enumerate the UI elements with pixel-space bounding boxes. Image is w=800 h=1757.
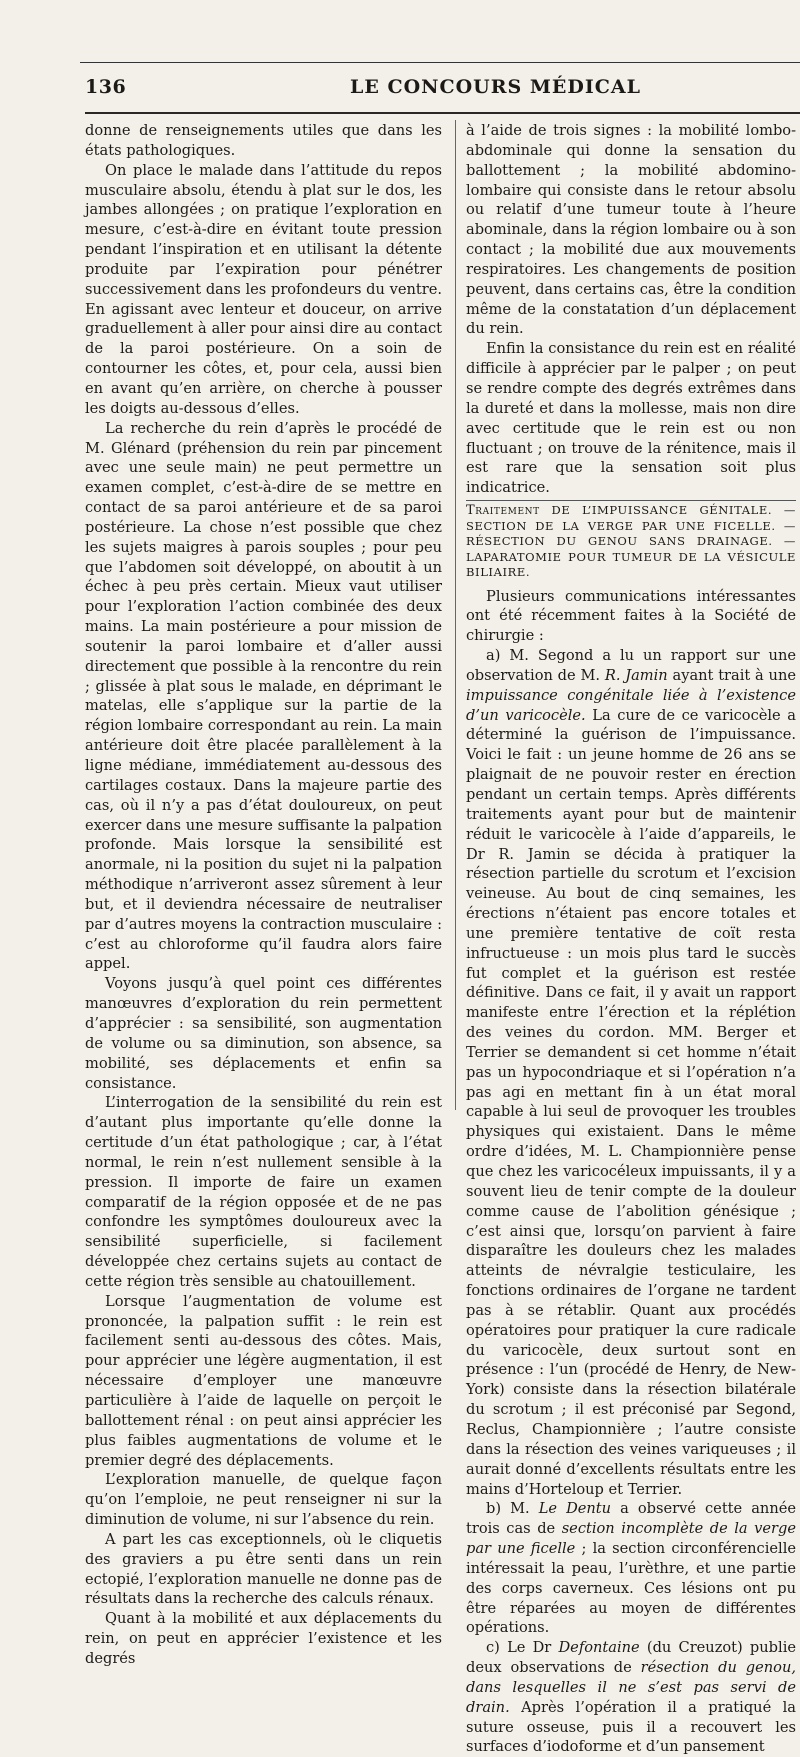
section-heading xyxy=(466,500,796,581)
paragraph: donne de renseignements utiles que dans les états pathologiques. xyxy=(85,122,442,159)
paragraph: Voyons jusqu’à quel point ces différentes manœuvres d’exploration du rein permettent d’apprécier : sa sensibilité, son augmentation de volume ou sa diminution, son absence, sa mobilité, ses déplacements et enfin sa consistance. xyxy=(85,975,442,1092)
paragraph: Plusieurs communications intéressantes ont été récemment faites à la Société de chirurgie : xyxy=(466,587,796,645)
case-title: section incomplète de la verge par une ficelle xyxy=(466,1520,796,1558)
paragraph xyxy=(466,646,796,1499)
text-run: a observé cette année trois cas de xyxy=(466,1500,796,1538)
paragraph: à l’aide de trois signes : la mobilité lombo-abdominale qui donne la sensation du ballottement ; la mobilité abdomino-lombaire qui consiste dans le retour absolu ou relatif d’une tumeur toute à l’heure abominale, dans la région lombaire ou à son contact ; la mobilité due aux mouvements respiratoires. Les changements de position peuvent, dans certains cas, être la condition même de la constatation d’un déplacement du rein. xyxy=(466,122,796,338)
author-name: Le Dentu xyxy=(538,1500,612,1518)
top-rule xyxy=(80,62,800,63)
paragraph: Quant à la mobilité et aux déplacements du rein, on peut en apprécier l’existence et les degrés xyxy=(85,1610,442,1667)
text-run: La cure de ce varicocèle a déterminé la guérison de l’impuissance. Voici le fait : un jeune homme de 26 ans se plaignait de ne pouvoir rester en érection pendant un certain temps. Après différents traitements ayant pour but de maintenir réduit le varicocèle à l’aide d’appareils, le Dr R. Jamin se décida à pratiquer la résection partielle du scrotum et l’excision veineuse. Au bout de cinq semaines, les érections n’étaient pas encore totales et une première tentative de coït resta infructueuse : un mois plus tard le succès fut complet et la guérison est restée définitive. Dans ce fait, il y avait un rapport manifeste entre l’érection et la réplétion des veines du cordon. MM. Berger et Terrier se demandent si cet homme n’était pas un hypocondriaque et si l’opération n’a pas agi en mettant fin à un état moral capable à lui seul de provoquer les troubles physiques qui existaient. Dans le même ordre d’idées, M. L. Championnière pense que chez les varicocéleux impuissants, il y a souvent lieu de tenir compte de la douleur comme cause de l’abolition génésique ; c’est ainsi que, lorsqu’on parvient à faire disparaître les douleurs chez les malades atteints de névralgie testiculaire, les fonctions ordinaires de l’organe ne tardent pas à se rétablir. Quant aux procédés opératoires pour pratiquer la cure radicale du varicocèle, deux surtout sont en présence : l’un (procédé de Henry, de New-York) consiste dans la résection bilatérale du scrotum ; il est préconisé par Segond, Reclus, Championnière ; l’autre consiste dans la résection des veines variqueuses ; il aurait donné d’excellents résultats entre les mains d’Horteloup et Terrier. xyxy=(466,706,796,1498)
paragraph: L’interrogation de la sensibilité du rein est d’autant plus importante qu’elle donne la certitude d’un état pathologique ; car, à l’état normal, le rein n’est nullement sensible à la pression. Il importe de faire un examen comparatif de la région opposée et de ne pas confondre les symptômes douloureux avec la sensibilité superficielle, si facilement développée chez certains sujets au contact de cette région très sensible au chatouillement. xyxy=(85,1094,442,1290)
case-title: résection du genou, dans lesquelles il ne s’est pas servi de drain. xyxy=(466,1659,796,1716)
section-heading-lead: Traitement xyxy=(466,503,540,519)
page-header xyxy=(85,74,800,104)
text-run: ayant trait à une xyxy=(667,666,796,684)
author-name: Defontaine xyxy=(558,1639,640,1657)
paragraph xyxy=(466,1499,796,1638)
paragraph: La recherche du rein d’après le procédé de M. Glénard (préhension du rein par pincement avec une seule main) ne peut permettre un examen complet, c’est-à-dire de se mettre en contact de sa paroi antérieure et de sa paroi postérieure. La chose n’est possible que chez les sujets maigres à parois souples ; pour peu que l’abdomen soit développé, on aboutit à un échec à peu près certain. Mieux vaut utiliser pour l’exploration l’action combinée des deux mains. La main postérieure a pour mission de soutenir la paroi lombaire et d’aller aussi directement que possible à la rencontre du rein ; glissée à plat sous le malade, en déprimant le matelas, elle s’applique sur la partie de la région lombaire correspondant au rein. La main antérieure doit être placée parallèlement à la ligne médiane, immédiatement au-dessous des cartilages costaux. Dans la majeure partie des cas, où il n’y a pas d’état douloureux, on peut exercer dans une mesure suffisante la palpation profonde. Mais lorsque la sensibilité est anormale, ni la position du sujet ni la palpation méthodique n’arriveront assez sûrement à leur but, et il deviendra nécessaire de neutraliser par d’autres moyens la contraction musculaire : c’est au chloroforme qu’il faudra alors faire appel. xyxy=(85,419,442,973)
left-column xyxy=(85,121,442,1669)
paragraph: A part les cas exceptionnels, où le cliquetis des graviers a pu être senti dans un rein ectopié, l’exploration manuelle ne donne pas de résultats dans la recherche des calculs rénaux. xyxy=(85,1530,442,1608)
right-column xyxy=(466,121,796,1757)
paragraph: L’exploration manuelle, de quelque façon qu’on l’emploie, ne peut renseigner ni sur la diminution de volume, ni sur l’absence du rein. xyxy=(85,1471,442,1529)
text-run: b) M. xyxy=(486,1500,539,1518)
section-heading-text: DE L’IMPUISSANCE GÉNITALE. — SECTION DE LA VERGE PAR UNE FICELLE. — RÉSECTION DU GENOU SANS DRAINAGE. — LAPARATOMIE POUR TUMEUR DE LA VÉSICULE BILIAIRE. xyxy=(466,503,796,580)
paragraph: On place le malade dans l’attitude du repos musculaire absolu, étendu à plat sur le dos, les jambes allongées ; on pratique l’exploration en mesure, c’est-à-dire en évitant toute pression pendant l’inspiration et en utilisant la détente produite par l’expiration pour pénétrer successivement dans les profondeurs du ventre. En agissant avec lenteur et douceur, on arrive graduellement à aller pour ainsi dire au contact de la paroi postérieure. On a soin de contourner les côtes, et, pour cela, aussi bien en avant qu’en arrière, on cherche à pousser les doigts au-dessous d’elles. xyxy=(85,161,442,417)
paragraph: Lorsque l’augmentation de volume est prononcée, la palpation suffit : le rein est facilement senti au-dessous des côtes. Mais, pour apprécier une légère augmentation, il est nécessaire d’employer une manœuvre particulière à l’aide de laquelle on perçoit le ballottement rénal : on peut ainsi apprécier les plus faibles augmentations de volume et le premier degré des déplacements. xyxy=(85,1292,442,1469)
paragraph xyxy=(466,1638,796,1757)
text-run: ; la section circonférencielle intéressait la peau, l’urèthre, et une partie des corps caverneux. Ces lésions ont pu être réparées au moyen de différentes opérations. xyxy=(466,1540,797,1637)
author-name: R. Jamin xyxy=(604,666,668,684)
paragraph: Enfin la consistance du rein est en réalité difficile à apprécier par le palper ; on peut se rendre compte des degrés extrêmes dans la dureté et dans la mollesse, mais non dire avec certitude que le rein est ou non fluctuant ; on trouve de la rénitence, mais il est rare que la sensation soit plus indicatrice. xyxy=(466,340,796,497)
column-divider xyxy=(455,120,456,1110)
case-title: impuissance congénitale liée à l’existence d’un varicocèle. xyxy=(466,686,796,724)
text-run: (du Creuzot) publie deux observations de xyxy=(466,1639,796,1677)
text-run: c) Le Dr xyxy=(486,1639,559,1657)
page-number: 136 xyxy=(85,76,127,98)
text-run: a) M. Segond a lu un rapport sur une observation de M. xyxy=(466,647,796,684)
text-run: Après l’opération il a pratiqué la suture osseuse, puis il a recouvert les surfaces d’iodoforme et d’un pansement xyxy=(466,1698,796,1756)
header-rule xyxy=(85,112,800,114)
journal-title: LE CONCOURS MÉDICAL xyxy=(350,76,641,98)
